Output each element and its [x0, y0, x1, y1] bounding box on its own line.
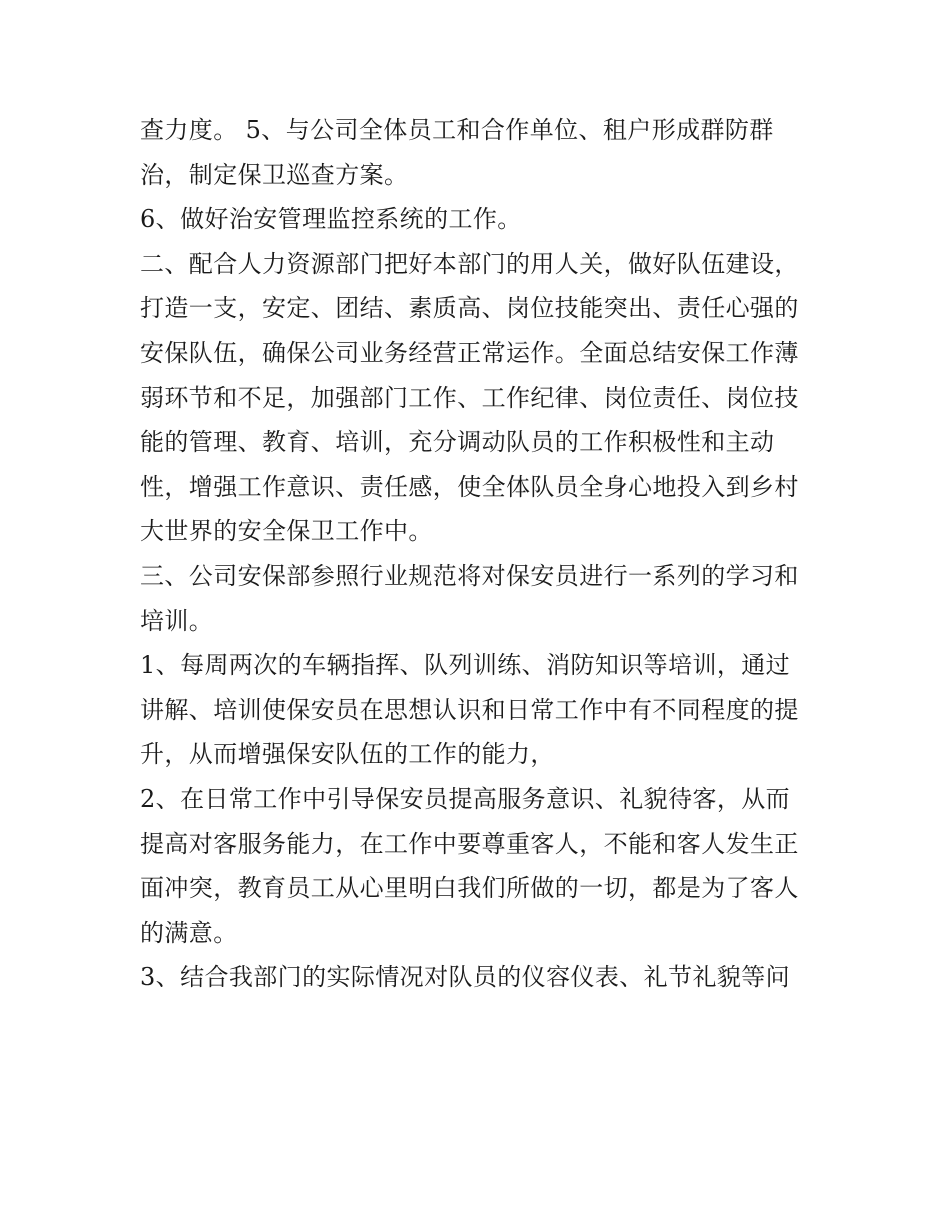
text-line: 大世界的安全保卫工作中。: [140, 517, 433, 546]
text-line: 安保队伍，确保公司业务经营正常运作。全面总结安保工作薄: [140, 338, 799, 367]
text-line: 3、结合我部门的实际情况对队员的仪容仪表、礼节礼貌等问: [140, 963, 791, 992]
text-line: 查力度。 5、与公司全体员工和合作单位、租户形成群防群: [140, 116, 774, 144]
text-line: 提高对客服务能力，在工作中要尊重客人，不能和客人发生正: [140, 829, 799, 858]
text-line: 6、做好治安管理监控系统的工作。: [140, 205, 522, 234]
text-line: 打造一支，安定、团结、素质高、岗位技能突出、责任心强的: [140, 294, 799, 323]
text-line: 治，制定保卫巡查方案。: [140, 160, 409, 189]
text-line: 面冲突，教育员工从心里明白我们所做的一切，都是为了客人: [140, 874, 799, 903]
document-body: [140, 108, 820, 1000]
text-line: 培训。: [140, 606, 214, 635]
text-line: 弱环节和不足，加强部门工作、工作纪律、岗位责任、岗位技: [140, 383, 799, 412]
text-line: 升，从而增强保安队伍的工作的能力，: [140, 740, 555, 769]
text-line: 2、在日常工作中引导保安员提高服务意识、礼貌待客，从而: [140, 784, 791, 813]
text-line: 能的管理、教育、培训，充分调动队员的工作积极性和主动: [140, 428, 775, 457]
text-line: 1、每周两次的车辆指挥、队列训练、消防知识等培训，通过: [140, 651, 791, 680]
text-line: 三、公司安保部参照行业规范将对保安员进行一系列的学习和: [140, 561, 799, 590]
text-line: 二、配合人力资源部门把好本部门的用人关，做好队伍建设，: [140, 249, 799, 278]
text-line: 讲解、培训使保安员在思想认识和日常工作中有不同程度的提: [140, 695, 799, 724]
text-line: 的满意。: [140, 918, 238, 947]
text-line: 性，增强工作意识、责任感，使全体队员全身心地投入到乡村: [140, 472, 799, 501]
